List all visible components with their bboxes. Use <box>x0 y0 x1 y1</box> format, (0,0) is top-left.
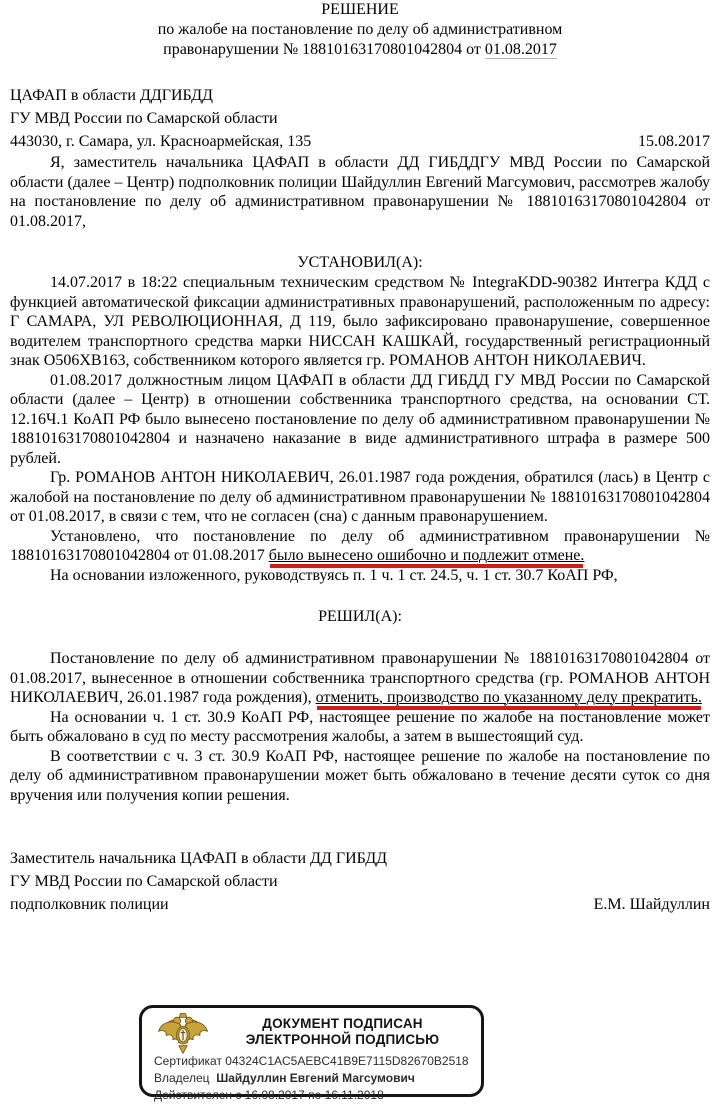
issuing-authority-line: ЦАФАП в области ДДГИБДД <box>10 87 213 104</box>
intro-paragraph: Я, заместитель начальника ЦАФАП в области ДД ГИБДДГУ МВД России по Самарской области (далее – Центр) подполковник полиции Шайдуллин Евгений Магсумович, рассмотрев жалобу на постановление по делу об административном правонарушении № 18810163170801042804 от 01.08.2017, <box>10 154 710 230</box>
ustanovil-heading: УСТАНОВИЛ(А): <box>297 254 423 271</box>
document-title-block <box>10 0 710 60</box>
digital-signature-stamp <box>139 1005 484 1102</box>
issuing-authority-line: ГУ МВД России по Самарской области <box>10 110 278 127</box>
stamp-title-line: ДОКУМЕНТ ПОДПИСАН <box>262 1016 423 1031</box>
address-date-row <box>10 130 710 153</box>
established-paragraph-5: На основании изложенного, руководствуясь п. 1 ч. 1 ст. 24.5, ч. 1 ст. 30.7 КоАП РФ, <box>50 566 618 584</box>
validity-line <box>154 1087 471 1104</box>
decision-paragraph-2: На основании ч. 1 ст. 30.9 КоАП РФ, настоящее решение по жалобе на постановление может быть обжаловано в суд по месту рассмотрения жалобы, а затем в вышестоящий суд. <box>10 708 710 745</box>
resolution-date: 01.08.2017 <box>484 41 557 58</box>
signatory-position-line: Заместитель начальника ЦАФАП в области ДД ГИБДД <box>10 850 388 867</box>
signature-block <box>10 847 710 916</box>
signatory-rank: подполковник полиции <box>10 896 169 913</box>
stamp-header-row <box>142 1008 481 1050</box>
decision-date: 15.08.2017 <box>638 133 710 150</box>
signature-row <box>10 893 710 916</box>
owner-line <box>154 1070 471 1087</box>
established-paragraph-4-text: Установлено, что постановление по делу об административном правонарушении № 18810163170801042804 от 01.08.2017 <box>10 527 710 564</box>
mvd-eagle-emblem-icon <box>152 1011 214 1055</box>
decision-paragraph-1 <box>10 649 710 708</box>
reshil-heading: РЕШИЛ(А): <box>318 608 402 625</box>
red-underlined-text: было вынесено ошибочно и подлежит отмене. <box>268 547 585 564</box>
issuing-authority-block <box>10 84 710 153</box>
established-paragraph-2: 01.08.2017 должностным лицом ЦАФАП в области ДД ГИБДД ГУ МВД России по Самарской области (далее – Центр) в отношении собственника транспортного средства, на основании СТ. 12.16Ч.1 КоАП РФ было вынесено постановление по делу об административном правонарушении № 18810163170801042804 и назначено наказание в виде административного штрафа в размере 500 рублей. <box>10 371 710 467</box>
certificate-number: 04324C1AC5AEBC41B9E7115D82670B2518 <box>225 1054 469 1068</box>
established-paragraph-1: 14.07.2017 в 18:22 специальным техническим средством № IntegraKDD-90382 Интегра КДД с функцией автоматической фиксации административных правонарушений, расположенным по адресу: Г САМАРА, УЛ РЕВОЛЮЦИОННАЯ, Д 119, было зафиксировано правонарушение, совершенное водителем транспортного средства марки НИССАН КАШКАЙ, государственный регистрационный знак О506ХВ163, собственником которого является гр. РОМАНОВ АНТОН НИКОЛАЕВИЧ. <box>10 274 710 369</box>
validity-period: Действителен с 16.08.2017 по 16.11.2018 <box>154 1088 384 1102</box>
red-underlined-text: отменить, производство по указанному делу прекратить. <box>315 689 702 706</box>
established-paragraph-4 <box>10 527 710 566</box>
certificate-owner: Шайдуллин Евгений Магсумович <box>216 1071 415 1085</box>
certificate-line <box>154 1053 471 1070</box>
document-title: РЕШЕНИЕ <box>321 1 399 18</box>
case-number-text: правонарушении № 18810163170801042804 от <box>163 41 485 58</box>
signatory-name: Е.М. Шайдуллин <box>593 896 710 913</box>
decision-paragraph-1-text: Постановление по делу об административном правонарушении № 18810163170801042804 от 01.08.2017, вынесенное в отношении собственника транспортного средства (гр. РОМАНОВ АНТОН НИКОЛАЕВИЧ, 26.01.1987 года рождения), <box>10 650 710 706</box>
document-subtitle-line <box>10 40 710 60</box>
stamp-title <box>214 1016 471 1047</box>
signatory-position-line: ГУ МВД России по Самарской области <box>10 873 278 890</box>
owner-label: Владелец <box>154 1071 210 1085</box>
certificate-label: Сертификат <box>154 1054 222 1068</box>
established-paragraph-3: Гр. РОМАНОВ АНТОН НИКОЛАЕВИЧ, 26.01.1987 года рождения, обратился (лась) в Центр с жалобой на постановление по делу об административном правонарушении № 18810163170801042804 от 01.08.2017, в связи с тем, что не согласен (сна) с данным правонарушением. <box>10 469 710 525</box>
stamp-info-block <box>142 1050 481 1104</box>
decision-paragraph-3: В соответствии с ч. 3 ст. 30.9 КоАП РФ, настоящее решение по жалобе на постановление по делу об административном правонарушении может быть обжаловано в течение десяти суток со дня вручения или получения копии решения. <box>10 747 710 804</box>
stamp-title-line: ЭЛЕКТРОННОЙ ПОДПИСЬЮ <box>245 1031 440 1047</box>
document-subtitle-line: по жалобе на постановление по делу об административном <box>157 21 563 38</box>
authority-address: 443030, г. Самара, ул. Красноармейская, 135 <box>10 133 312 150</box>
